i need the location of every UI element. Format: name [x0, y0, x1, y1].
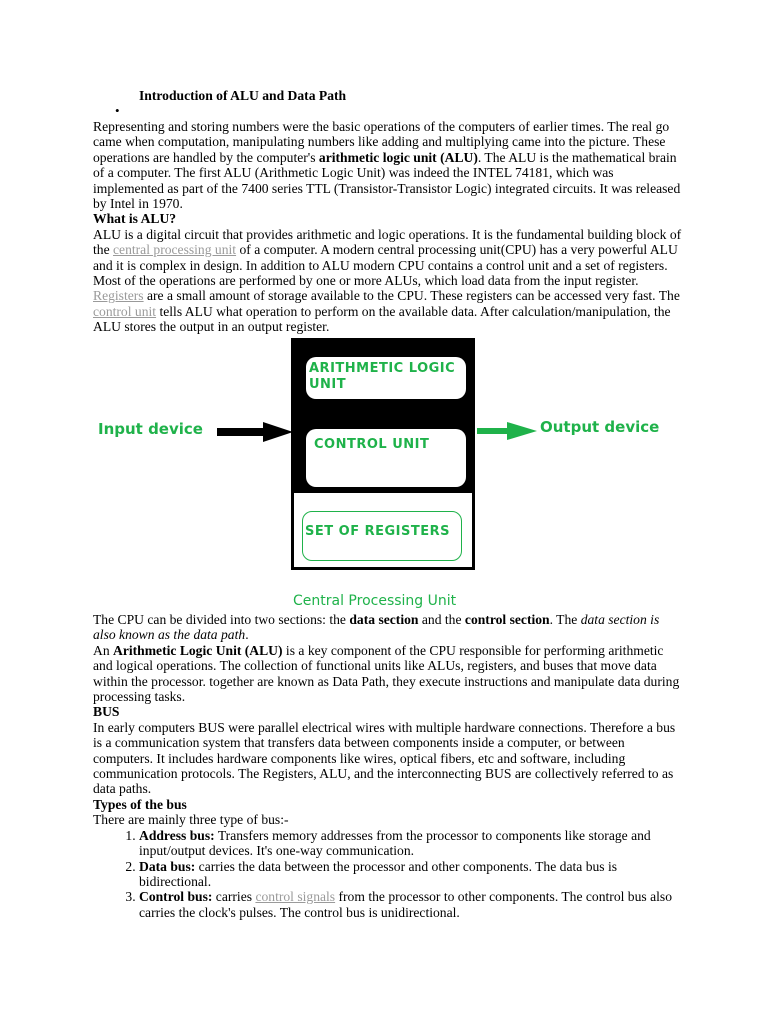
what-is-alu-paragraph — [93, 227, 683, 335]
intro-bold-alu: arithmetic logic unit (ALU) — [318, 149, 478, 165]
cpu-text-3: . The — [549, 612, 581, 627]
output-device-label: Output device — [540, 418, 660, 436]
bus-heading: BUS — [93, 704, 120, 720]
control-unit-box: CONTROL UNIT — [306, 429, 466, 487]
text-block-top — [93, 119, 683, 335]
intro-paragraph — [93, 119, 683, 211]
list-item-label: Control bus: — [139, 889, 213, 905]
cpu-bold-data-section: data section — [349, 612, 419, 627]
registers-box: SET OF REGISTERS — [302, 511, 462, 561]
list-item — [139, 828, 683, 859]
page-title: Introduction of ALU and Data Path — [139, 88, 347, 103]
green-arrow-icon — [477, 422, 539, 440]
cpu-text-1: The CPU can be divided into two sections: the — [93, 612, 350, 627]
cpu-box — [291, 338, 475, 570]
bus-types-list — [93, 828, 683, 920]
figure-caption: Central Processing Unit — [293, 593, 457, 609]
list-item — [139, 889, 683, 920]
list-item-text: Transfers memory addresses from the processor to components like storage and input/output devices. It's one-way communication. — [139, 827, 651, 859]
cpu-diagram — [93, 336, 683, 614]
types-intro: There are mainly three type of bus:- — [93, 812, 289, 828]
cpu-sections-paragraph — [93, 612, 683, 643]
cpu-text-2: and the — [418, 612, 465, 627]
intro-text-2: . The ALU is the mathematical brain of a computer. The first ALU (Arithmetic Logic Unit) was indeed the INTEL 74181, which was implemented as part of the 7400 series TTL (Transistor-Transistor Logic) integrated circuits. It was released by Intel in 1970. — [93, 149, 681, 212]
what-text-1: ALU is a digital circuit that provides arithmetic and logic operations. It is the fundamental building block of the — [93, 226, 682, 258]
list-item — [139, 859, 683, 890]
input-device-label: Input device — [98, 420, 203, 438]
alu-bold-term: Arithmetic Logic Unit (ALU) — [113, 642, 283, 658]
alu-box: ARITHMETIC LOGIC UNIT — [306, 357, 466, 399]
cpu-italic-data-path: data section is also known as the data path — [93, 612, 660, 643]
link-control-signals[interactable]: control signals — [255, 889, 336, 905]
alu-text-2: is a key component of the CPU responsible for performing arithmetic and logical operations. The collection of functional units like ALUs, registers, and buses that move data within the processor. together are known as Data Path, they execute instructions and manipulate data during processing tasks. — [93, 642, 680, 705]
types-heading: Types of the bus — [93, 796, 187, 812]
intro-text-1: Representing and storing numbers were the basic operations of the computers of earlier times. The real go came when computation, manipulating numbers like adding and multiplying came into the picture. These operations are handled by the computer's — [93, 119, 670, 165]
list-item-text-pre: carries — [212, 889, 256, 905]
cpu-text-4: . — [245, 627, 249, 643]
cpu-bold-control-section: control section — [464, 612, 550, 627]
what-text-3: are a small amount of storage available to the CPU. These registers can be accessed very fast. The — [143, 288, 680, 304]
text-block-bottom — [93, 612, 683, 920]
list-item-text: carries the data between the processor and other components. The data bus is bidirectional. — [139, 858, 618, 889]
link-control-unit[interactable]: control unit — [93, 303, 157, 319]
list-item-label: Data bus: — [139, 858, 196, 874]
list-item-text: from the processor to other components. The control bus also carries the clock's pulses. The control bus is unidirectional. — [139, 889, 672, 920]
what-text-2: of a computer. A modern central processing unit(CPU) has a very powerful ALU and it is complex in design. In addition to ALU modern CPU contains a control unit and a set of registers. Most of the operations are performed by one or more ALUs, which load data from the input register. — [93, 242, 678, 289]
bullet-point: • — [115, 103, 120, 118]
list-item-label: Address bus: — [139, 827, 215, 843]
black-arrow-icon — [217, 422, 295, 442]
alu-text-1: An — [93, 642, 114, 658]
what-text-4: tells ALU what operation to perform on the available data. After calculation/manipulation, the ALU stores the output in an output register. — [93, 303, 671, 335]
cpu-core-area — [294, 341, 472, 493]
link-central-processing-unit[interactable]: central processing unit — [113, 242, 237, 258]
link-registers[interactable]: Registers — [93, 288, 144, 304]
bus-paragraph: In early computers BUS were parallel electrical wires with multiple hardware connections. Therefore a bus is a communication system that transfers data between components inside a computer, or between computers. It includes hardware components like wires, optical fibers, etc and software, including communication protocols. The Registers, ALU, and the interconnecting BUS are collectively referred to as data paths. — [93, 719, 676, 797]
what-is-alu-heading: What is ALU? — [93, 211, 177, 227]
alu-definition-paragraph — [93, 643, 683, 705]
